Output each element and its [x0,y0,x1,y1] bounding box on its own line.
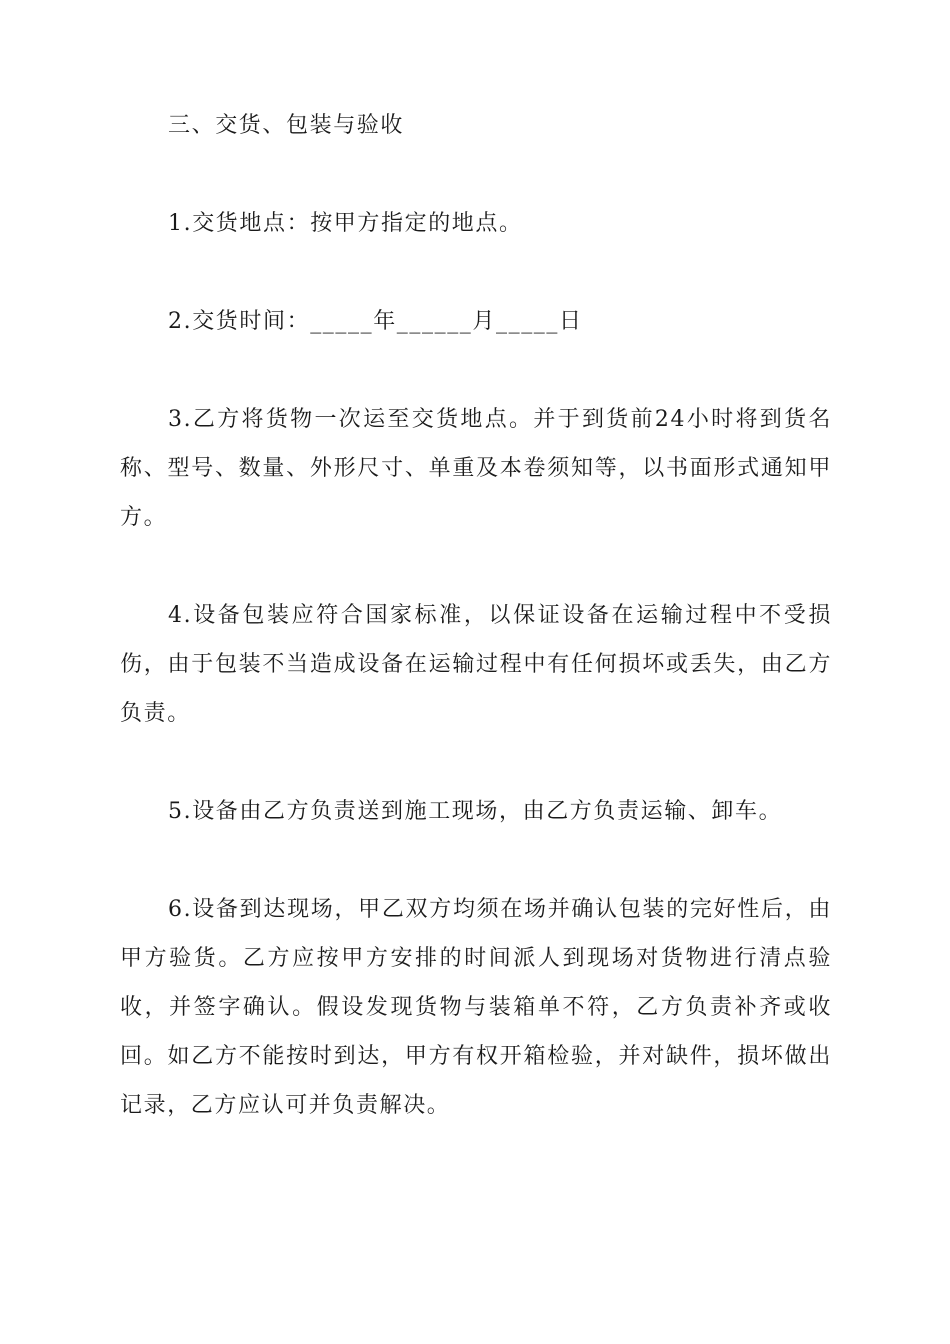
document-body [120,101,832,1130]
clause-delivery-notice: 3.乙方将货物一次运至交货地点。并于到货前24小时将到货名称、型号、数量、外形尺寸、单重及本卷须知等，以书面形式通知甲方。 [120,407,832,530]
paragraph-spacer [120,542,832,591]
clause-transport: 5.设备由乙方负责送到施工现场，由乙方负责运输、卸车。 [168,799,783,824]
paragraph-spacer [120,836,832,885]
paragraph-spacer [120,738,832,787]
clause-delivery-location: 1.交货地点：按甲方指定的地点。 [168,211,523,236]
section-heading: 三、交货、包装与验收 [168,113,405,138]
paragraph-spacer [120,150,832,199]
paragraph-spacer [120,346,832,395]
clause-delivery-time: 2.交货时间：_____年______月_____日 [168,309,583,334]
paragraph-spacer [120,248,832,297]
clause-inspection: 6.设备到达现场，甲乙双方均须在场并确认包装的完好性后，由甲方验货。乙方应按甲方安排的时间派人到现场对货物进行清点验收，并签字确认。假设发现货物与装箱单不符，乙方负责补齐或收回。如乙方不能按时到达，甲方有权开箱检验，并对缺件，损坏做出记录，乙方应认可并负责解决。 [120,897,832,1118]
clause-packaging: 4.设备包装应符合国家标准，以保证设备在运输过程中不受损伤，由于包装不当造成设备在运输过程中有任何损坏或丢失，由乙方负责。 [120,603,832,726]
